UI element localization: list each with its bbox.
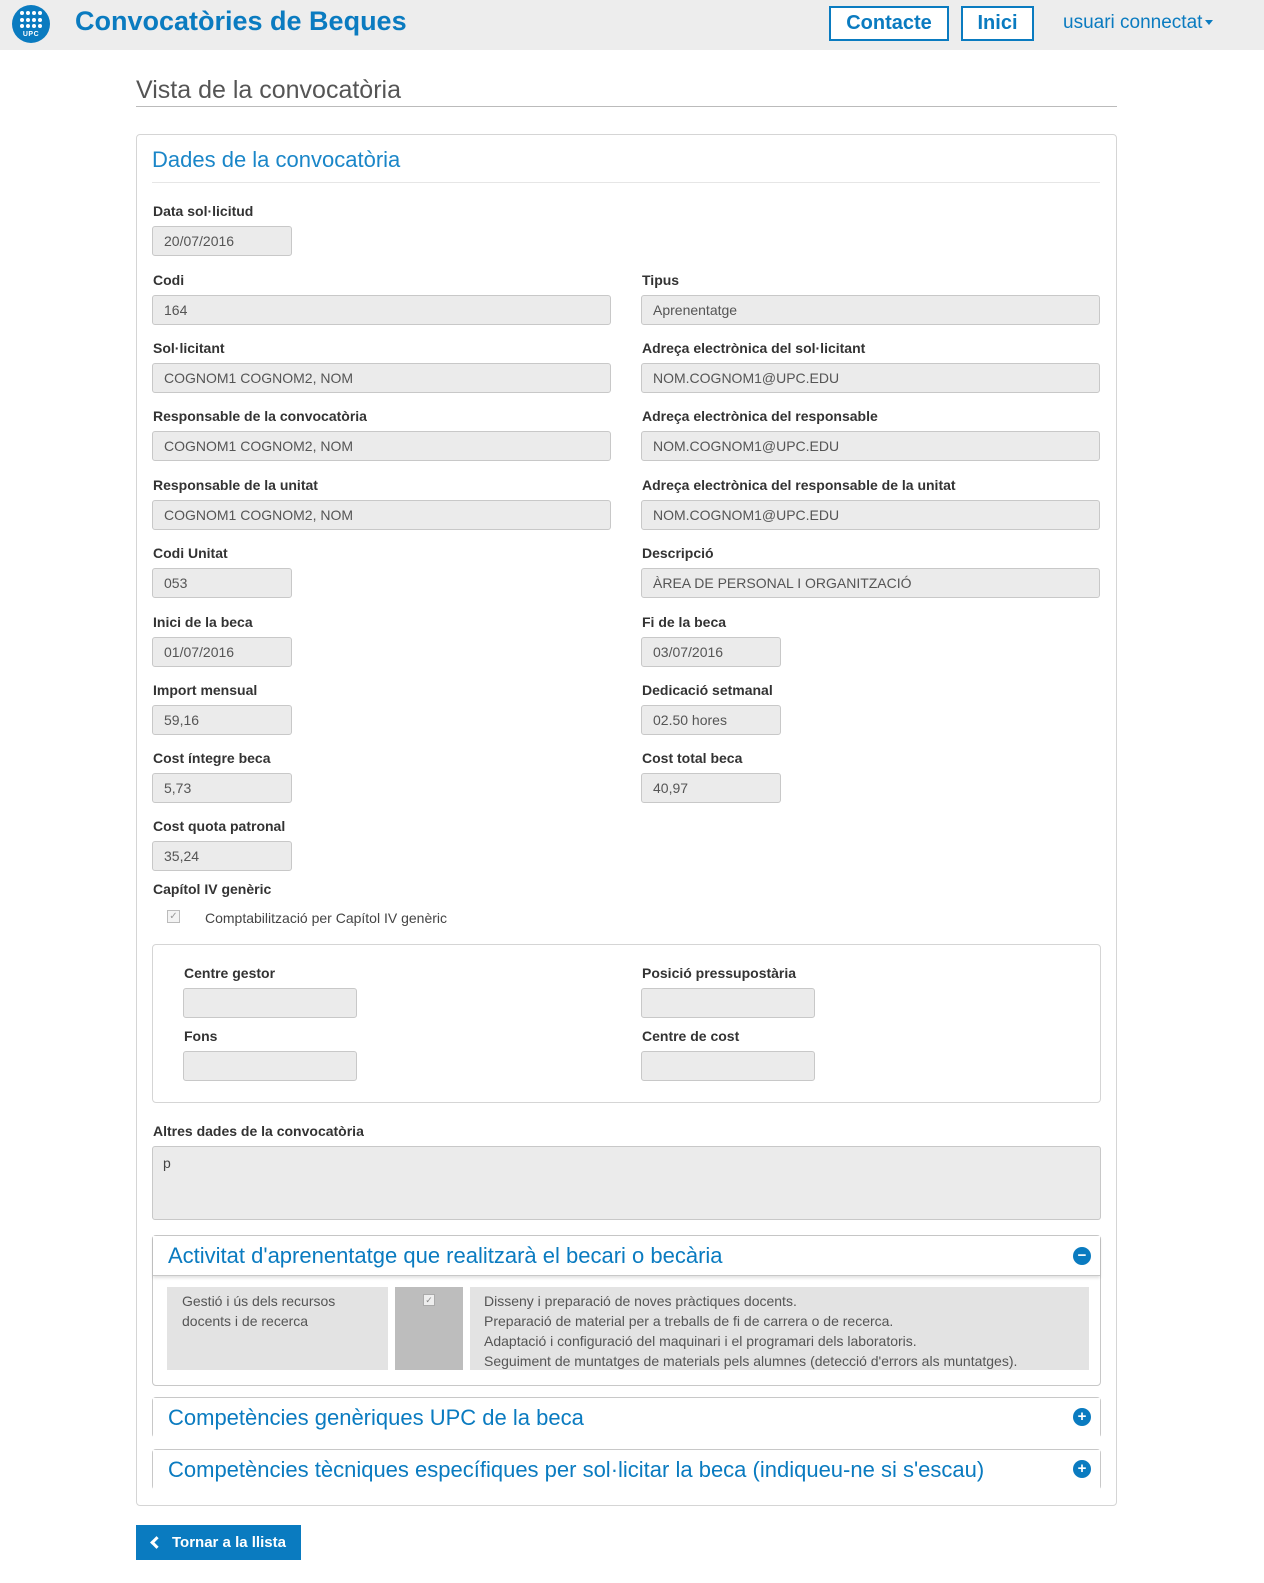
fons-label: Fons <box>184 1028 218 1044</box>
altres-dades-label: Altres dades de la convocatòria <box>153 1123 364 1139</box>
activitat-area-cell: Gestió i ús dels recursos docents i de recerca <box>167 1287 388 1370</box>
activitat-task: Adaptació i configuració del maquinari i el programari dels laboratoris. <box>484 1333 917 1349</box>
centre-cost-field <box>641 1051 815 1081</box>
descripcio-label: Descripció <box>642 545 714 561</box>
inici-beca-field: 01/07/2016 <box>152 637 292 667</box>
inici-beca-label: Inici de la beca <box>153 614 253 630</box>
user-menu-label: usuari connectat <box>1063 12 1203 33</box>
capitol-iv-checkbox-label: Comptabilització per Capítol IV genèric <box>205 910 448 926</box>
back-to-list-button[interactable] <box>136 1525 301 1560</box>
capitol-iv-checkbox[interactable]: ✓ <box>167 910 180 923</box>
responsable-conv-field: COGNOM1 COGNOM2, NOM <box>152 431 611 461</box>
email-resp-unitat-label: Adreça electrònica del responsable de la unitat <box>642 477 956 493</box>
app-title[interactable]: Convocatòries de Beques <box>75 6 407 36</box>
email-resp-unitat-field: NOM.COGNOM1@UPC.EDU <box>641 500 1100 530</box>
fi-beca-field: 03/07/2016 <box>641 637 781 667</box>
page-title: Vista de la convocatòria <box>136 76 1117 107</box>
import-mensual-label: Import mensual <box>153 682 258 698</box>
capitol-iv-label: Capítol IV genèric <box>153 881 272 897</box>
sollicitant-label: Sol·licitant <box>153 340 225 356</box>
cost-quota-field: 35,24 <box>152 841 292 871</box>
competencies-tecniques-accordion <box>152 1449 1101 1490</box>
activitat-task: Preparació de material per a treballs de fi de carrera o de recerca. <box>484 1313 894 1329</box>
altres-dades-textarea: p <box>152 1146 1101 1220</box>
responsable-unitat-label: Responsable de la unitat <box>153 477 318 493</box>
posicio-press-label: Posició pressupostària <box>642 965 797 981</box>
cost-quota-label: Cost quota patronal <box>153 818 286 834</box>
posicio-press-field <box>641 988 815 1018</box>
chevron-left-icon <box>150 1536 163 1549</box>
responsable-conv-label: Responsable de la convocatòria <box>153 408 367 424</box>
data-sollicitud-label: Data sol·licitud <box>153 203 254 219</box>
responsable-unitat-field: COGNOM1 COGNOM2, NOM <box>152 500 611 530</box>
competencies-tecniques-title: Competències tècniques específiques per sol·licitar la beca (indiqueu-ne si s'escau) <box>168 1457 985 1482</box>
cost-total-label: Cost total beca <box>642 750 743 766</box>
top-navbar <box>0 0 1264 50</box>
expand-plus-icon[interactable]: + <box>1073 1460 1091 1478</box>
centre-gestor-field <box>183 988 357 1018</box>
fi-beca-label: Fi de la beca <box>642 614 727 630</box>
email-responsable-label: Adreça electrònica del responsable <box>642 408 878 424</box>
data-sollicitud-field: 20/07/2016 <box>152 226 292 256</box>
dedicacio-field: 02.50 hores <box>641 705 781 735</box>
activitat-checkbox[interactable]: ✓ <box>423 1294 435 1306</box>
tipus-label: Tipus <box>642 272 680 288</box>
cost-integre-field: 5,73 <box>152 773 292 803</box>
descripcio-field: ÀREA DE PERSONAL I ORGANITZACIÓ <box>641 568 1100 598</box>
section-title: Dades de la convocatòria <box>152 147 1100 183</box>
email-responsable-field: NOM.COGNOM1@UPC.EDU <box>641 431 1100 461</box>
activitat-task: Disseny i preparació de noves pràctiques docents. <box>484 1293 797 1309</box>
codi-label: Codi <box>153 272 185 288</box>
expand-plus-icon[interactable]: + <box>1073 1408 1091 1426</box>
centre-cost-label: Centre de cost <box>642 1028 740 1044</box>
contact-button[interactable]: Contacte <box>829 6 949 41</box>
dedicacio-label: Dedicació setmanal <box>642 682 773 698</box>
codi-unitat-label: Codi Unitat <box>153 545 228 561</box>
sollicitant-field: COGNOM1 COGNOM2, NOM <box>152 363 611 393</box>
competencies-generiques-header[interactable] <box>153 1398 1100 1438</box>
codi-field: 164 <box>152 295 611 325</box>
activitat-check-cell <box>395 1287 463 1370</box>
activitat-task: Seguiment de muntatges de materials pels alumnes (detecció d'errors als muntatges). <box>484 1353 1018 1369</box>
cost-integre-label: Cost íntegre beca <box>153 750 271 766</box>
home-button[interactable]: Inici <box>961 6 1034 41</box>
centre-gestor-label: Centre gestor <box>184 965 276 981</box>
email-sollicitant-field: NOM.COGNOM1@UPC.EDU <box>641 363 1100 393</box>
fons-field <box>183 1051 357 1081</box>
activitat-accordion-title: Activitat d'aprenentatge que realitzarà el becari o becària <box>168 1243 723 1268</box>
competencies-generiques-accordion <box>152 1397 1101 1438</box>
activitat-accordion-header[interactable] <box>153 1236 1100 1276</box>
user-menu-dropdown[interactable] <box>1063 12 1213 34</box>
activitat-tasks-cell <box>470 1287 1089 1370</box>
competencies-tecniques-header[interactable] <box>153 1450 1100 1490</box>
back-to-list-label: Tornar a la llista <box>172 1534 286 1551</box>
caret-down-icon <box>1205 20 1213 25</box>
import-mensual-field: 59,16 <box>152 705 292 735</box>
upc-logo[interactable] <box>12 5 50 43</box>
tipus-field: Aprenentatge <box>641 295 1100 325</box>
competencies-generiques-title: Competències genèriques UPC de la beca <box>168 1405 584 1430</box>
collapse-minus-icon[interactable]: − <box>1073 1247 1091 1265</box>
email-sollicitant-label: Adreça electrònica del sol·licitant <box>642 340 866 356</box>
logo-text: UPC <box>22 31 40 38</box>
cost-total-field: 40,97 <box>641 773 781 803</box>
codi-unitat-field: 053 <box>152 568 292 598</box>
